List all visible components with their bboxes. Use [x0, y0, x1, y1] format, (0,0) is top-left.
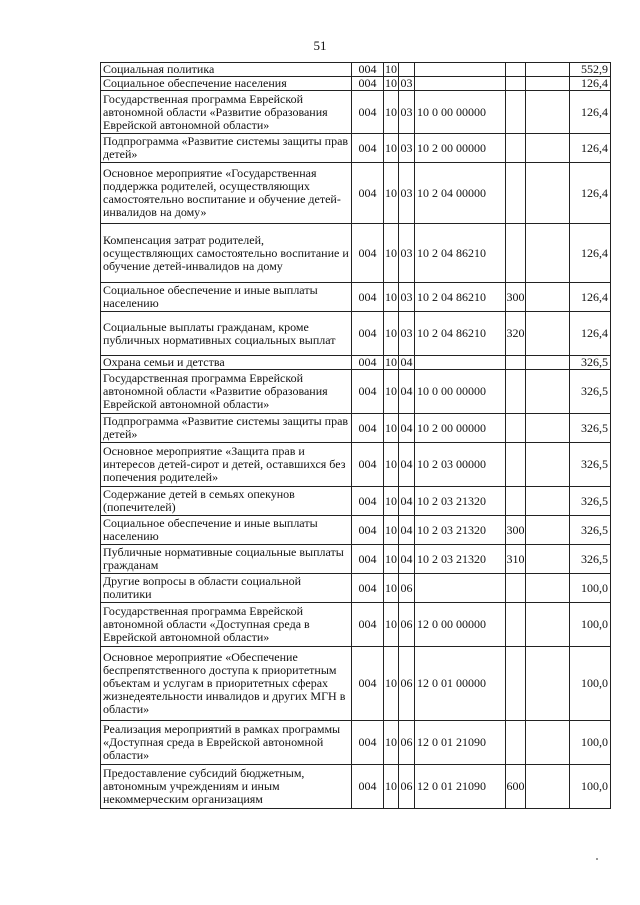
- cell-target-article: [415, 63, 506, 77]
- cell-name: Содержание детей в семьях опекунов (попечителей): [101, 487, 352, 516]
- cell-ved: 004: [352, 574, 384, 603]
- cell-target-article: 10 2 04 86210: [415, 224, 506, 283]
- cell-empty: [526, 647, 570, 721]
- cell-subsection: 03: [399, 163, 415, 224]
- cell-amount: 126,4: [570, 224, 611, 283]
- cell-section: 10: [385, 62, 397, 76]
- table-row: [101, 370, 611, 414]
- cell-amount: 100,0: [570, 647, 611, 721]
- cell-amount: 126,4: [570, 77, 611, 91]
- cell-target-article: [415, 574, 506, 603]
- cell-amount: 326,5: [570, 443, 611, 487]
- cell-target-article: 10 2 03 21320: [415, 487, 506, 516]
- cell-amount: 100,0: [570, 721, 611, 765]
- cell-empty: [526, 224, 570, 283]
- cell-expense-type: [506, 721, 526, 765]
- cell-expense-type: 320: [506, 312, 526, 356]
- table-row: [101, 765, 611, 809]
- cell-name: Социальное обеспечение и иные выплаты населению: [101, 516, 352, 545]
- cell-section: 10: [384, 516, 399, 545]
- cell-ved: 004: [352, 91, 384, 134]
- cell-empty: [526, 603, 570, 647]
- cell-amount: 326,5: [570, 487, 611, 516]
- cell-amount: 326,5: [570, 370, 611, 414]
- cell-amount: 100,0: [570, 603, 611, 647]
- cell-empty: [526, 134, 570, 163]
- table-row: [101, 224, 611, 283]
- cell-target-article: [415, 77, 506, 91]
- cell-target-article: 12 0 00 00000: [415, 603, 506, 647]
- cell-expense-type: [506, 603, 526, 647]
- cell-target-article: 10 2 00 00000: [415, 414, 506, 443]
- cell-name: Подпрограмма «Развитие системы защиты прав детей»: [101, 414, 352, 443]
- cell-empty: [526, 414, 570, 443]
- cell-subsection: 06: [399, 765, 415, 809]
- cell-section: 10: [384, 765, 399, 809]
- cell-empty: [526, 574, 570, 603]
- cell-expense-type: [506, 487, 526, 516]
- cell-section: 10: [384, 370, 399, 414]
- cell-amount: 552,9: [570, 63, 611, 77]
- table-row: [101, 63, 611, 77]
- cell-empty: [526, 370, 570, 414]
- cell-section: 10: [384, 545, 399, 574]
- cell-target-article: 10 0 00 00000: [415, 370, 506, 414]
- cell-subsection: 03: [399, 91, 415, 134]
- cell-name: Другие вопросы в области социальной политики: [101, 574, 352, 603]
- cell-empty: [526, 91, 570, 134]
- cell-subsection: 04: [399, 370, 415, 414]
- cell-empty: [526, 443, 570, 487]
- cell-expense-type: [506, 224, 526, 283]
- cell-subsection: 04: [400, 355, 413, 369]
- cell-target-article: 10 2 00 00000: [415, 134, 506, 163]
- cell-expense-type: [506, 356, 526, 370]
- cell-section: 10: [384, 721, 399, 765]
- cell-empty: [526, 516, 570, 545]
- cell-section: 10: [384, 163, 399, 224]
- cell-subsection: 03: [399, 134, 415, 163]
- cell-target-article: 10 2 03 00000: [415, 443, 506, 487]
- cell-target-article: [415, 356, 506, 370]
- table-row: [101, 283, 611, 312]
- cell-section: 10: [385, 76, 397, 90]
- cell-ved: 004: [352, 163, 384, 224]
- table-row: [101, 574, 611, 603]
- table-row: [101, 312, 611, 356]
- cell-name: Компенсация затрат родителей, осуществляющих самостоятельно воспитание и обучение детей-инвалидов на дому: [101, 224, 352, 283]
- cell-expense-type: [506, 63, 526, 77]
- cell-ved: 004: [352, 443, 384, 487]
- cell-empty: [526, 356, 570, 370]
- cell-subsection: 04: [399, 443, 415, 487]
- cell-target-article: 10 2 03 21320: [415, 545, 506, 574]
- cell-target-article: 12 0 01 21090: [415, 765, 506, 809]
- table-row: [101, 356, 611, 370]
- cell-subsection: 04: [399, 545, 415, 574]
- cell-section: 10: [384, 487, 399, 516]
- cell-section: 10: [384, 283, 399, 312]
- cell-section: 10: [385, 355, 397, 369]
- cell-amount: 126,4: [570, 312, 611, 356]
- cell-subsection: 04: [399, 516, 415, 545]
- cell-amount: 126,4: [570, 134, 611, 163]
- cell-target-article: 10 2 04 00000: [415, 163, 506, 224]
- cell-amount: 326,5: [570, 414, 611, 443]
- cell-target-article: 10 0 00 00000: [415, 91, 506, 134]
- cell-amount: 126,4: [570, 283, 611, 312]
- cell-empty: [526, 163, 570, 224]
- cell-name: Государственная программа Еврейской автономной области «Развитие образования Еврейской автономной области»: [101, 91, 352, 134]
- cell-name: Социальное обеспечение и иные выплаты населению: [101, 283, 352, 312]
- table-row: [101, 603, 611, 647]
- cell-ved: 004: [352, 134, 384, 163]
- cell-name: Основное мероприятие «Государственная поддержка родителей, осуществляющих самостоятельно воспитание и обучение детей-инвалидов на дому»: [101, 163, 352, 224]
- cell-amount: 126,4: [570, 163, 611, 224]
- cell-name: Социальные выплаты гражданам, кроме публичных нормативных социальных выплат: [101, 312, 352, 356]
- cell-ved: 004: [352, 516, 384, 545]
- cell-subsection: [399, 63, 415, 77]
- table-row: [101, 77, 611, 91]
- cell-expense-type: [506, 163, 526, 224]
- cell-name: Подпрограмма «Развитие системы защиты прав детей»: [101, 134, 352, 163]
- cell-ved: 004: [352, 487, 384, 516]
- cell-ved: 004: [352, 283, 384, 312]
- cell-section: 10: [384, 603, 399, 647]
- cell-expense-type: 600: [506, 765, 526, 809]
- cell-subsection: 06: [399, 721, 415, 765]
- table-row: [101, 134, 611, 163]
- cell-subsection: 03: [399, 283, 415, 312]
- cell-empty: [526, 77, 570, 91]
- cell-name: Социальное обеспечение населения: [101, 77, 352, 91]
- cell-amount: 126,4: [570, 91, 611, 134]
- cell-ved: 004: [352, 63, 384, 77]
- table-row: [101, 721, 611, 765]
- cell-expense-type: 300: [506, 516, 526, 545]
- table-row: [101, 516, 611, 545]
- cell-expense-type: [506, 91, 526, 134]
- cell-ved: 004: [352, 545, 384, 574]
- table-row: [101, 91, 611, 134]
- cell-amount: 326,5: [570, 356, 611, 370]
- table-row: [101, 647, 611, 721]
- table-row: [101, 443, 611, 487]
- cell-section: 10: [384, 91, 399, 134]
- cell-amount: 100,0: [570, 765, 611, 809]
- cell-ved: 004: [352, 721, 384, 765]
- cell-expense-type: [506, 647, 526, 721]
- cell-target-article: 12 0 01 00000: [415, 647, 506, 721]
- cell-expense-type: [506, 370, 526, 414]
- cell-expense-type: 310: [506, 545, 526, 574]
- cell-name: Государственная программа Еврейской автономной области «Доступная среда в Еврейской автономной области»: [101, 603, 352, 647]
- cell-section: 10: [384, 574, 399, 603]
- cell-subsection: 03: [400, 76, 413, 90]
- cell-ved: 004: [352, 370, 384, 414]
- cell-expense-type: [506, 574, 526, 603]
- cell-empty: [526, 721, 570, 765]
- cell-subsection: 04: [399, 414, 415, 443]
- table-row: [101, 163, 611, 224]
- cell-section: 10: [384, 414, 399, 443]
- cell-amount: 100,0: [570, 574, 611, 603]
- table-row: [101, 545, 611, 574]
- cell-ved: 004: [352, 765, 384, 809]
- cell-subsection: 06: [399, 603, 415, 647]
- cell-section: 10: [384, 312, 399, 356]
- cell-name: Основное мероприятие «Защита прав и интересов детей-сирот и детей, оставшихся без попечения родителей»: [101, 443, 352, 487]
- cell-empty: [526, 312, 570, 356]
- cell-name: Социальная политика: [101, 63, 352, 77]
- cell-subsection: 06: [399, 574, 415, 603]
- cell-expense-type: [506, 414, 526, 443]
- cell-empty: [526, 487, 570, 516]
- cell-ved: 004: [352, 603, 384, 647]
- cell-name: Государственная программа Еврейской автономной области «Развитие образования Еврейской автономной области»: [101, 370, 352, 414]
- cell-empty: [526, 545, 570, 574]
- cell-ved: 004: [352, 414, 384, 443]
- cell-target-article: 10 2 04 86210: [415, 283, 506, 312]
- budget-table: [100, 62, 611, 809]
- cell-expense-type: 300: [506, 283, 526, 312]
- cell-section: 10: [384, 224, 399, 283]
- cell-empty: [526, 63, 570, 77]
- cell-name: Предоставление субсидий бюджетным, автономным учреждениям и иным некоммерческим организациям: [101, 765, 352, 809]
- cell-subsection: 06: [399, 647, 415, 721]
- cell-empty: [526, 765, 570, 809]
- cell-target-article: 12 0 01 21090: [415, 721, 506, 765]
- cell-expense-type: [506, 134, 526, 163]
- cell-expense-type: [506, 77, 526, 91]
- cell-ved: 004: [352, 356, 384, 370]
- cell-ved: 004: [352, 647, 384, 721]
- table-row: [101, 414, 611, 443]
- scan-speck: [596, 858, 598, 860]
- cell-name: Публичные нормативные социальные выплаты гражданам: [101, 545, 352, 574]
- cell-empty: [526, 283, 570, 312]
- table-body: [101, 63, 611, 809]
- cell-subsection: 03: [399, 224, 415, 283]
- table-row: [101, 487, 611, 516]
- page-number: 51: [313, 38, 327, 53]
- cell-ved: 004: [352, 312, 384, 356]
- cell-amount: 326,5: [570, 516, 611, 545]
- cell-subsection: 03: [399, 312, 415, 356]
- cell-ved: 004: [352, 224, 384, 283]
- cell-target-article: 10 2 03 21320: [415, 516, 506, 545]
- cell-name: Охрана семьи и детства: [101, 356, 352, 370]
- cell-amount: 326,5: [570, 545, 611, 574]
- cell-target-article: 10 2 04 86210: [415, 312, 506, 356]
- cell-section: 10: [384, 134, 399, 163]
- cell-section: 10: [384, 647, 399, 721]
- cell-name: Реализация мероприятий в рамках программы «Доступная среда в Еврейской автономной области»: [101, 721, 352, 765]
- cell-ved: 004: [352, 77, 384, 91]
- cell-name: Основное мероприятие «Обеспечение беспрепятственного доступа к приоритетным объектам и услугам в приоритетных сферах жизнедеятельности инвалидов и других МГН в области»: [101, 647, 352, 721]
- cell-subsection: 04: [399, 487, 415, 516]
- cell-section: 10: [384, 443, 399, 487]
- cell-expense-type: [506, 443, 526, 487]
